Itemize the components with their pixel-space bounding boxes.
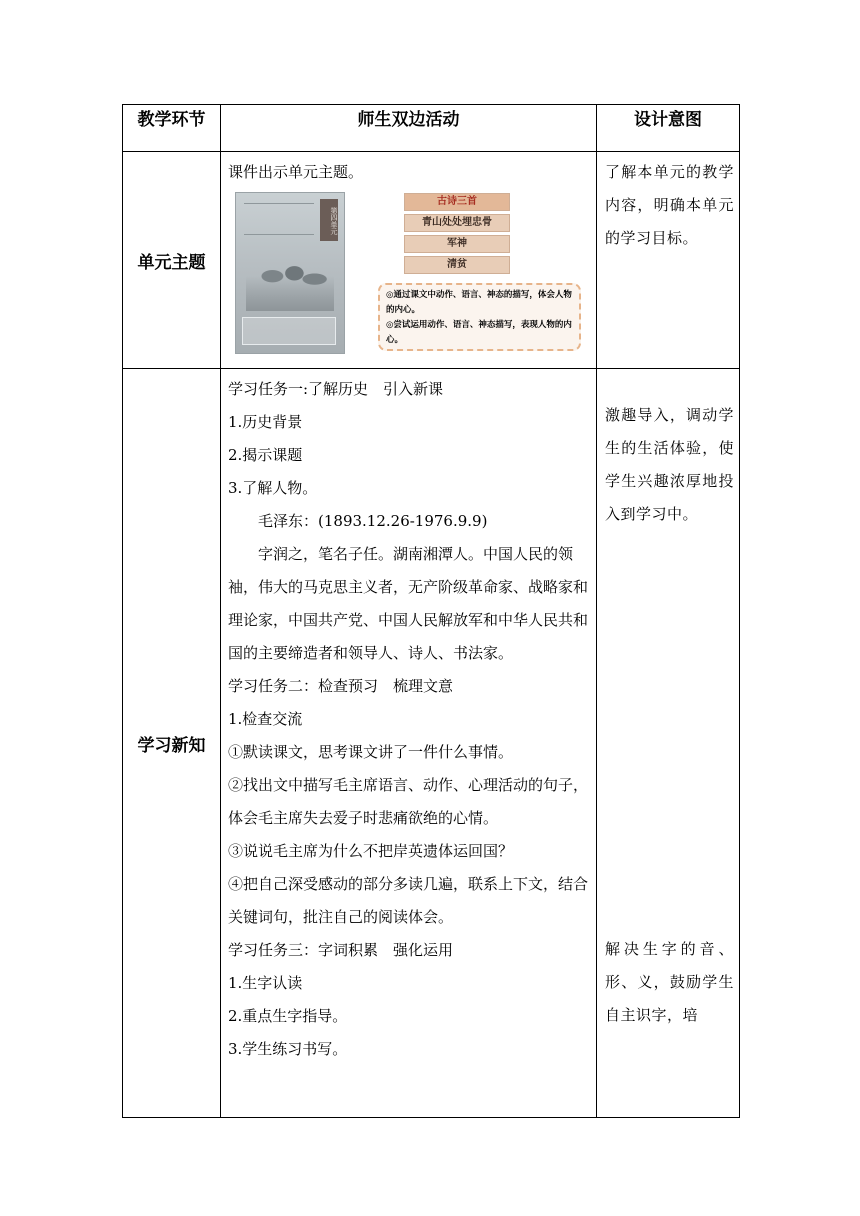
activity-line: 1.历史背景: [228, 413, 303, 431]
activity-cell: [221, 369, 597, 1118]
intent-cell: [597, 369, 740, 1118]
activity-line: ④把自己深受感动的部分多读几遍，联系上下文，结合关键词句，批注自己的阅读体会。: [228, 875, 589, 926]
activity-cell: [221, 152, 597, 369]
unit-theme-image: [228, 192, 590, 364]
table-row: [123, 152, 740, 369]
cover-figures: [246, 253, 334, 311]
unit-cover-illustration: [235, 192, 345, 354]
unit-lesson-list: [404, 193, 510, 277]
activity-line: 字润之，笔名子任。湖南湘潭人。中国人民的领袖，伟大的马克思主义者，无产阶级革命家、战略家和理论家，中国共产党、中国人民解放军和中华人民共和国的主要缔造者和领导人、诗人、书法家。: [228, 545, 589, 662]
activity-line: 学习任务三：字词积累 强化运用: [228, 941, 454, 959]
table-row: [123, 369, 740, 1118]
activity-line: 课件出示单元主题。: [228, 163, 364, 181]
lesson-title: 军神: [404, 235, 510, 253]
header-intent: 设计意图: [597, 105, 740, 152]
activity-line: 3.了解人物。: [228, 479, 318, 497]
activity-line: 1.检查交流: [228, 710, 303, 728]
cover-note-box: [242, 317, 336, 345]
activity-line: ③说说毛主席为什么不把岸英遗体运回国？: [228, 842, 514, 860]
activity-line: 3.学生练习书写。: [228, 1040, 348, 1058]
activity-line: ①默读课文，思考课文讲了一件什么事情。: [228, 743, 514, 761]
intent-cell: [597, 152, 740, 369]
stage-unit-theme: 单元主题: [123, 152, 221, 369]
lesson-plan-sheet: [122, 104, 739, 1118]
activity-line: 2.重点生字指导。: [228, 1007, 348, 1025]
unit-goal: ◎通过课文中动作、语言、神态的描写，体会人物的内心。: [386, 290, 572, 315]
lesson-title: 青山处处埋忠骨: [404, 214, 510, 232]
activity-line: 1.生字认读: [228, 974, 303, 992]
activity-line: 2.揭示课题: [228, 446, 303, 464]
intent-text: 了解本单元的教学内容，明确本单元的学习目标。: [605, 163, 734, 247]
header-stage: 教学环节: [123, 105, 221, 152]
activity-line: ②找出文中描写毛主席语言、动作、心理活动的句子，体会毛主席失去爱子时悲痛欲绝的心情。: [228, 776, 589, 827]
cover-quote-block: [244, 203, 314, 235]
table-header-row: [123, 105, 740, 152]
cover-unit-tag: 第四单元: [320, 199, 338, 241]
header-activity: 师生双边活动: [221, 105, 597, 152]
activity-line: 学习任务一:了解历史 引入新课: [228, 380, 444, 398]
lesson-title: 清贫: [404, 256, 510, 274]
intent-text: 解决生字的音、形、义，鼓励学生自主识字，培: [605, 940, 734, 1024]
unit-goals-box: [378, 283, 581, 351]
intent-text: 激趣导入，调动学生的生活体验，使学生兴趣浓厚地投入到学习中。: [605, 406, 734, 523]
activity-line: 毛泽东：(1893.12.26-1976.9.9): [258, 512, 488, 530]
activity-lines: [228, 373, 590, 1066]
activity-line: 学习任务二：检查预习 梳理文意: [228, 677, 454, 695]
lesson-title: 古诗三首: [404, 193, 510, 211]
stage-new-knowledge: 学习新知: [123, 369, 221, 1118]
lesson-plan-table: [122, 104, 740, 1118]
unit-goal: ◎尝试运用动作、语言、神态描写，表现人物的内心。: [386, 320, 572, 345]
